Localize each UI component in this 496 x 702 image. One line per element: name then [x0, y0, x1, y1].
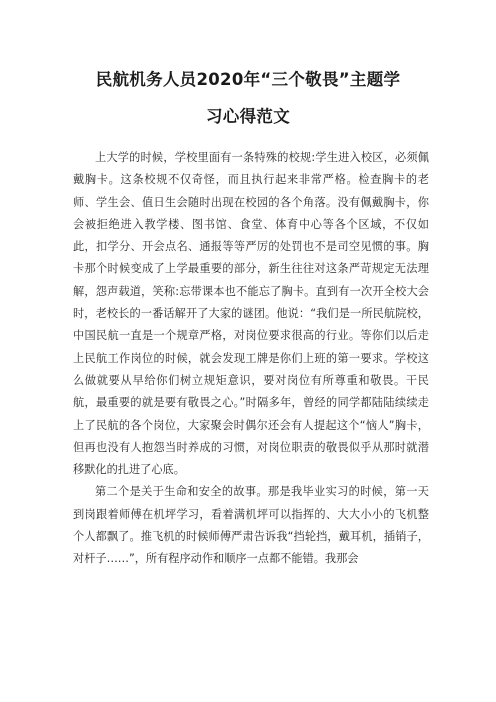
document-title-line-1: 民航机务人员2020年“三个敬畏”主题学 [95, 70, 401, 89]
document-body [73, 147, 429, 571]
document-title-line-2: 习心得范文 [206, 107, 290, 126]
paragraph-2: 第二个是关于生命和安全的故事。那是我毕业实习的时候，第一天到岗跟着师傅在机坪学习，看着满机坪可以指挥的、大大小小的飞机整个人都飘了。推飞机的时候师傅严肃告诉我“挡轮挡，戴耳机，插销子，对杆子……”，所有程序动作和顺序一点都不能错。我那会 [73, 485, 429, 566]
paragraph-1: 上大学的时候，学校里面有一条特殊的校规:学生进入校区，必须佩戴胸卡。这条校规不仅奇怪，而且执行起来非常严格。检查胸卡的老师、学生会、值日生会随时出现在校园的各个角落。没有佩戴胸卡，你会被拒绝进入教学楼、图书馆、食堂、体育中心等各个区域，不仅如此，扣学分、开会点名、通报等等严厉的处罚也不是司空见惯的事。胸卡那个时候变成了上学最重要的部分，新生往往对这条严苛规定无法理解，怨声载道，笑称:忘带课本也不能忘了胸卡。直到有一次开全校大会时，老校长的一番话解开了大家的谜团。他说：“我们是一所民航院校，中国民航一直是一个规章严格，对岗位要求很高的行业。等你们以后走上民航工作岗位的时候，就会发现工牌是你们上班的第一要求。学校这么做就要从早给你们树立规矩意识，要对岗位有所尊重和敬畏。干民航，最重要的就是要有敬畏之心。”时隔多年，曾经的同学都陆陆续续走上了民航的各个岗位，大家聚会时偶尔还会有人提起这个“恼人”胸卡，但再也没有人抱怨当时养成的习惯，对岗位职责的敬畏似乎从那时就潜移默化的扎进了心底。 [73, 151, 429, 477]
